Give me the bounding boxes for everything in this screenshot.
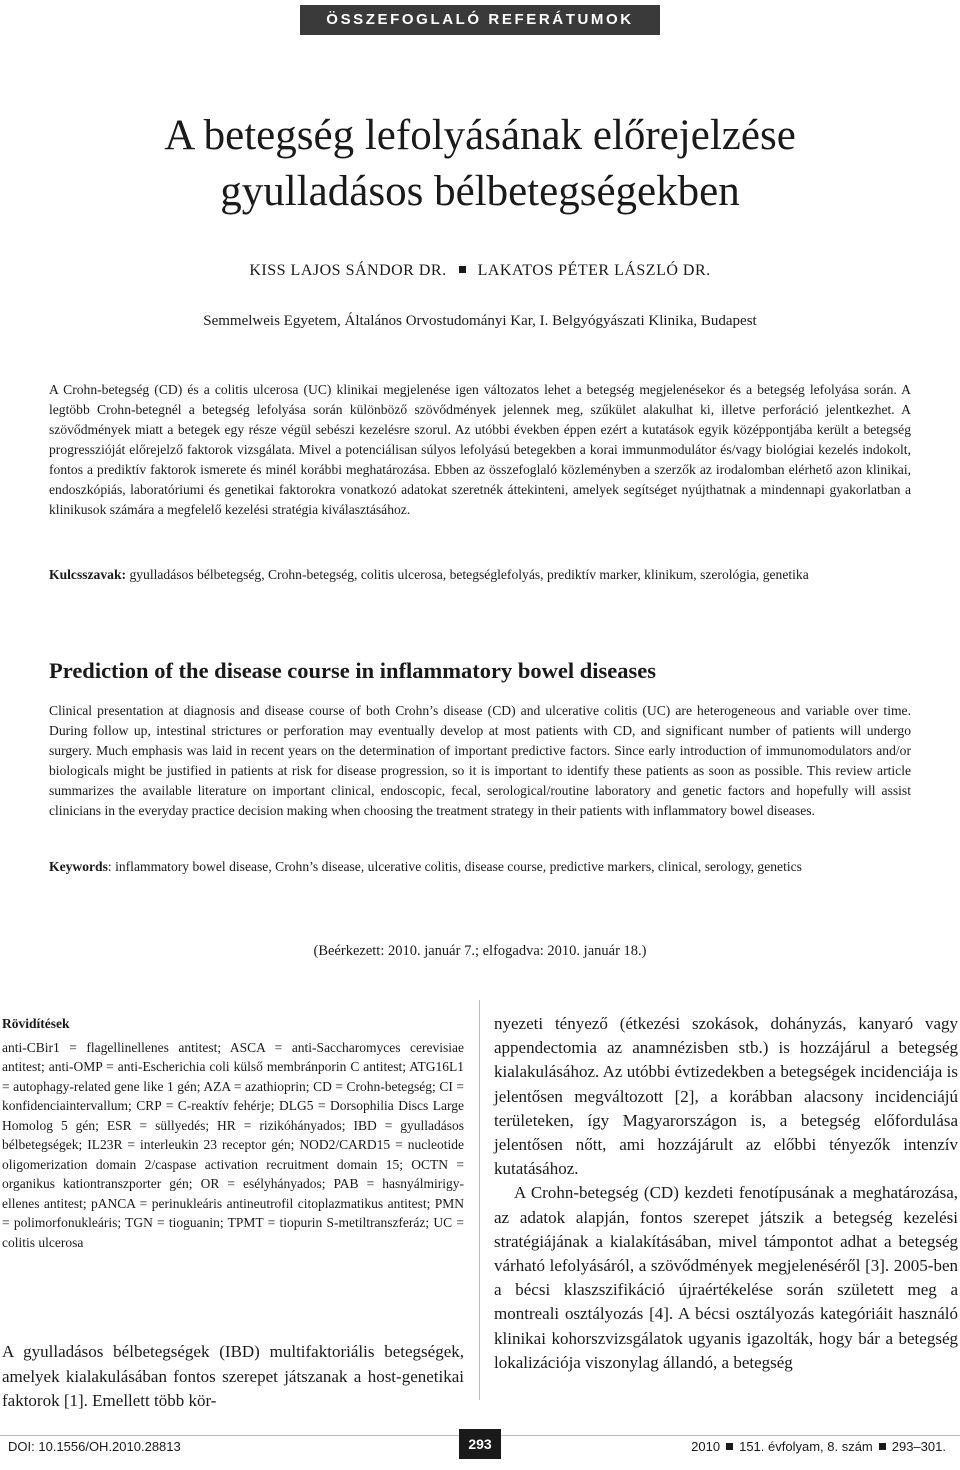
abbreviations-box	[2, 1014, 464, 1252]
separator-square-icon	[459, 266, 466, 273]
issue-pages: 293–301.	[891, 1439, 946, 1454]
title-line-2: gyulladásos bélbetegségekben	[220, 168, 740, 215]
abstract-hungarian: A Crohn-betegség (CD) és a colitis ulcerosa (UC) klinikai megjelenése igen változatos lehet a betegség megjelenésekor és a betegség lefolyása során. A legtöbb Crohn-betegnél a betegség lefolyása során különböző szövődmények jelennek meg, szűkület alakulhat ki, illetve perforáció jelentkezhet. A szövődmények miatt a betegek egy része végül sebészi kezelésre szorul. Az utóbbi években éppen ezért a kutatások egyik középpontjába került a betegség progresszióját előrejelző faktorok vizsgálata. Mivel a potenciálisan súlyos lefolyású betegekben a korai immunmodulátor és/vagy biológiai kezelés indokolt, fontos a prediktív faktorok ismerete és minél korábbi meghatározása. Ebben az összefoglaló közleményben a szerzők az irodalomban elérhető azon klinikai, endoszkópiás, laboratóriumi és genetikai faktorokra vonatkozó adatokat szeretnék áttekinteni, amelyek segítséget nyújthatnak a mindennapi gyakorlatban a klinikusok számára a megfelelő kezelési stratégia kiválasztásához.	[49, 382, 911, 517]
body-right-paragraph-2: A Crohn-betegség (CD) kezdeti fenotípusának a meghatározása, az adatok alapján, fontos szerepet játszik a betegség kezelési stratégiájának a kialakításában, mivel támpontot adhat a betegség várható lefolyásáról, a szövődmények megjelenéséről [3]. 2005-ben a bécsi klaszszifikáció újraértékelése során született meg a montreali osztályozás [4]. A bécsi osztályozás kategóriáit használó klinikai kohorszvizsgálatok ugyanis igazolták, hogy bár a betegség lokalizációja viszonylag állandó, a betegség	[494, 1183, 958, 1372]
separator-square-icon	[726, 1443, 733, 1450]
keywords-en-text: : inflammatory bowel disease, Crohn’s disease, ulcerative colitis, disease course, predictive markers, clinical, serology, genetics	[107, 859, 802, 874]
keywords-hu-text: gyulladásos bélbetegség, Crohn-betegség, colitis ulcerosa, betegséglefolyás, prediktív marker, klinikum, szerológia, genetika	[126, 567, 809, 582]
issue-year: 2010	[691, 1439, 721, 1454]
abstract-english: Clinical presentation at diagnosis and disease course of both Crohn’s disease (CD) and ulcerative colitis (UC) are heterogeneous and variable over time. During follow up, intestinal strictures or perforation may eventually develop at most patients with CD, and significant number of patients will undergo surgery. Much emphasis was laid in recent years on the determination of important predictive factors. Since early introduction of immunomodulators and/or biologicals might be justified in patients at risk for disease progression, so it is important to identify these patients as soon as possible. This review article summarizes the available literature on important clinical, endoscopic, fecal, serological/routine laboratory and genetic factors and hopefully will assist clinicians in the everyday practice decision making when choosing the treatment strategy in their patients with inflammatory bowel diseases.	[49, 703, 911, 818]
article-title	[0, 108, 960, 220]
title-line-1: A betegség lefolyásának előrejelzése	[164, 112, 796, 159]
body-right-paragraph-1: nyezeti tényező (étkezési szokások, dohányzás, kanyaró vagy appendectomia az anamnézisben stb.) is hozzájárul a betegség kialakulásához. Az utóbbi évtizedekben a betegségek incidenciája is jelentősen megváltozott [2], a korábban alacsony incidenciájú területeken, így Magyarországon is, a betegség előfordulása jelentősen nőtt, ami hozzájárult az előbbi tényezők intenzív kutatásához.	[494, 1014, 958, 1179]
received-dates: (Beérkezett: 2010. január 7.; elfogadva: 2010. január 18.)	[313, 943, 647, 959]
keywords-hungarian	[49, 565, 911, 585]
keywords-english	[49, 857, 911, 877]
issue-info	[691, 1439, 946, 1454]
keywords-en-label: Keywords	[49, 859, 108, 874]
abbreviations-heading: Rövidítések	[2, 1016, 70, 1031]
authors	[0, 262, 960, 280]
doi-link[interactable]: DOI: 10.1556/OH.2010.28813	[8, 1439, 181, 1454]
abbreviations-text: anti-CBir1 = flagellinellenes antitest; ASCA = anti-Saccharomyces cerevisiae antitest; anti-OMP = anti-Escherichia coli külső membránporin C antitest; ATG16L1 = autophagy-related gene like 1 gén; AZA = azathioprin; CD = Crohn-betegség; CI = konfidenciaintervallum; CRP = C-reaktív fehérje; DLG5 = Dorsophilia Discs Large Homolog 5 gén; ESR = süllyedés; HR = rizikóhányados; IBD = gyulladásos bélbetegségek; IL23R = interleukin 23 receptor gén; NOD2/CARD15 = nucleotide oligomerization domain 2/caspase activation recruitment domain 15; OCTN = organikus kationtranszporter gén; OR = esélyhányados; PAB = hasnyálmirigy-ellenes antitest; pANCA = perinukleáris antineutrofil citoplazmatikus antitest; PMN = polimorfonukleáris; TGN = tioguanin; TPMT = tiopurin S-metiltranszferáz; UC = colitis ulcerosa	[2, 1039, 464, 1250]
section-label: ÖSSZEFOGLALÓ REFERÁTUMOK	[300, 5, 660, 35]
body-right-column	[494, 1012, 958, 1375]
author-1: KISS LAJOS SÁNDOR DR.	[249, 262, 447, 279]
separator-square-icon	[879, 1443, 886, 1450]
column-divider	[479, 1000, 480, 1400]
affiliation: Semmelweis Egyetem, Általános Orvostudományi Kar, I. Belgyógyászati Klinika, Budapest	[203, 313, 757, 329]
body-left-paragraph: A gyulladásos bélbetegségek (IBD) multifaktoriális betegségek, amelyek kialakulásában fontos szerepet játszanak a host-genetikai faktorok [1]. Emellett több kör-	[2, 1342, 464, 1410]
issue-volume: 151. évfolyam, 8. szám	[739, 1439, 873, 1454]
page-number: 293	[459, 1429, 501, 1459]
keywords-hu-label: Kulcsszavak:	[49, 567, 127, 582]
english-title: Prediction of the disease course in inflammatory bowel diseases	[49, 658, 657, 683]
page-footer	[0, 1425, 960, 1459]
author-2: LAKATOS PÉTER LÁSZLÓ DR.	[477, 262, 711, 279]
